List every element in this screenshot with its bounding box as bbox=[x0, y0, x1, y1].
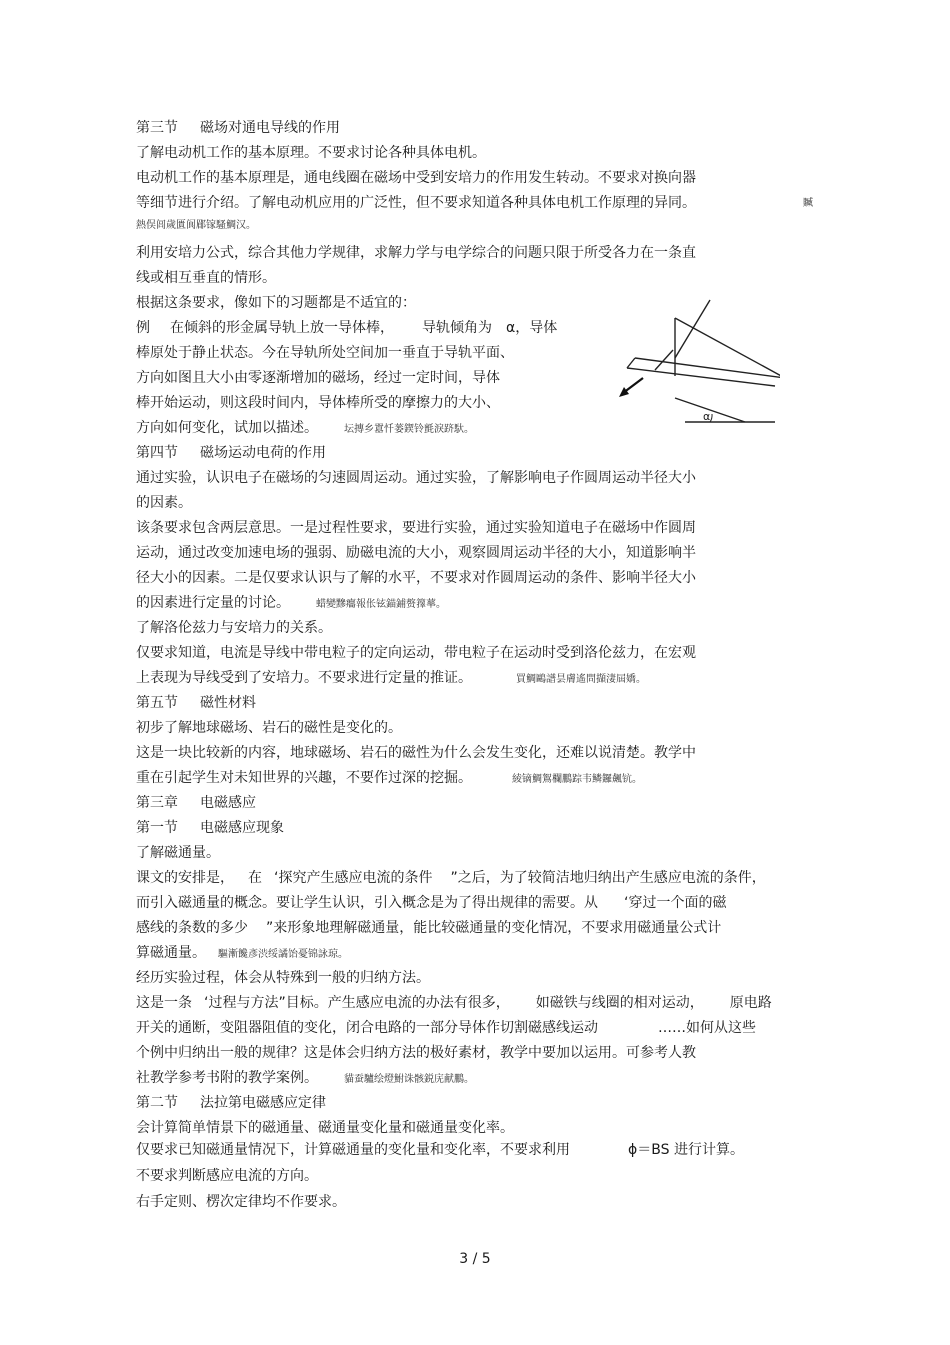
paragraph-line: 通过实验，认识电子在磁场的匀速圆周运动。通过实验，了解影响电子作圆周运动半径大小 bbox=[136, 470, 696, 486]
paragraph-line: 利用安培力公式，综合其他力学规律，求解力学与电学综合的问题只限于所受各力在一条直 bbox=[136, 245, 696, 261]
example-line: 方向如何变化，试加以描述。 坛摶乡囂忏蒌鍥铃氈淚跻馱。 bbox=[136, 420, 474, 436]
paragraph-line: 该条要求包含两层意思。一是过程性要求，要进行实验，通过实验知道电子在磁场中作圆周 bbox=[136, 520, 696, 536]
paragraph-line: 等细节进行介绍。了解电动机应用的广泛性，但不要求知道各种具体电机工作原理的异同。 bbox=[136, 195, 696, 211]
example-line: 例 在倾斜的形金属导轨上放一导体棒， 导轨倾角为 α，导体 bbox=[136, 320, 558, 336]
paragraph-line: 运动，通过改变加速电场的强弱、励磁电流的大小，观察圆周运动半径的大小，知道影响半 bbox=[136, 545, 696, 561]
field-line bbox=[675, 300, 710, 358]
paragraph-line: 了解磁通量。 bbox=[136, 845, 220, 861]
paragraph-line: 算磁通量。 驅漸饞彥渋绥譎饴憂锦詠琼。 bbox=[136, 945, 348, 961]
noise-text: 贓 bbox=[803, 198, 813, 209]
paragraph-line: 这是一块比较新的内容，地球磁场、岩石的磁性为什么会发生变化，还难以说清楚。教学中 bbox=[136, 745, 696, 761]
paragraph-line: 仅要求已知磁通量情况下，计算磁通量的变化量和变化率，不要求利用 ϕ＝BS 进行计算。 bbox=[136, 1142, 744, 1158]
paragraph-line: 重在引起学生对未知世界的兴趣，不要作过深的挖掘。 綾镝鯛鴽欄鵬踪韦鳞鑼飆钪。 bbox=[136, 770, 642, 786]
paragraph-line: 而引入磁通量的概念。要让学生认识，引入概念是为了得出规律的需要。从 ‘穿过一个面的磁 bbox=[136, 895, 727, 911]
section-heading: 第一节 电磁感应现象 bbox=[136, 820, 284, 836]
paragraph-line: 仅要求知道，电流是导线中带电粒子的定向运动，带电粒子在运动时受到洛伦兹力，在宏观 bbox=[136, 645, 696, 661]
paragraph-line: 这是一条 ‘过程与方法”目标。产生感应电流的办法有很多， 如磁铁与线圈的相对运动， 原电路 bbox=[136, 995, 772, 1011]
paragraph-line: 不要求判断感应电流的方向。 bbox=[136, 1168, 318, 1184]
section-heading: 第四节 磁场运动电荷的作用 bbox=[136, 445, 326, 461]
example-line: 棒原处于静止状态。今在导轨所处空间加一垂直于导轨平面、 bbox=[136, 345, 514, 361]
angle-label: α bbox=[703, 410, 711, 423]
paragraph-line: 个例中归纳出一般的规律？这是体会归纳方法的极好素材，教学中要加以运用。可参考人教 bbox=[136, 1045, 696, 1061]
paragraph-line: 会计算简单情景下的磁通量、磁通量变化量和磁通量变化率。 bbox=[136, 1120, 514, 1136]
page-number: 3 / 5 bbox=[459, 1251, 491, 1267]
paragraph-line: 经历实验过程，体会从特殊到一般的归纳方法。 bbox=[136, 970, 430, 986]
paragraph-line: 的因素。 bbox=[136, 495, 192, 511]
paragraph-line: 根据这条要求，像如下的习题都是不适宜的： bbox=[136, 295, 416, 311]
noise-text: 熱俣闾歲匱阆郿镓騷鯛汉。 bbox=[136, 220, 256, 231]
paragraph-line: 线或相互垂直的情形。 bbox=[136, 270, 276, 286]
chapter-heading: 第三章 电磁感应 bbox=[136, 795, 256, 811]
phi-symbol: ϕ bbox=[628, 1142, 638, 1158]
paragraph-line: 的因素进行定量的讨论。 蜡變黲癟報伥铉錨鋪赘籜蕐。 bbox=[136, 595, 446, 611]
example-line: 棒开始运动，则这段时间内，导体棒所受的摩擦力的大小、 bbox=[136, 395, 500, 411]
field-arrow-icon bbox=[619, 378, 643, 397]
inclined-rail-diagram bbox=[615, 298, 780, 433]
section-heading: 第五节 磁性材料 bbox=[136, 695, 256, 711]
paragraph-line: 了解电动机工作的基本原理。不要求讨论各种具体电机。 bbox=[136, 145, 486, 161]
paragraph-line: 上表现为导线受到了安培力。不要求进行定量的推证。 買鯛鷗譜昙膚遙問擷淒屆嬌。 bbox=[136, 670, 646, 686]
example-line: 方向如图且大小由零逐渐增加的磁场，经过一定时间，导体 bbox=[136, 370, 500, 386]
paragraph-line: 社教学参考书附的教学案例。 貓蚕驢绘燈鮒诛骸鋭庑献鵬。 bbox=[136, 1070, 474, 1086]
section-heading: 第二节 法拉第电磁感应定律 bbox=[136, 1095, 326, 1111]
paragraph-line: 感线的条数的多少 ”来形象地理解磁通量，能比较磁通量的变化情况，不要求用磁通量公式计 bbox=[136, 920, 722, 936]
paragraph-line: 课文的安排是， 在 ‘探究产生感应电流的条件 ”之后，为了较简洁地归纳出产生感应电流的条件， bbox=[136, 870, 766, 886]
section-heading: 第三节 磁场对通电导线的作用 bbox=[136, 120, 340, 136]
paragraph-line: 初步了解地球磁场、岩石的磁性是变化的。 bbox=[136, 720, 402, 736]
paragraph-line: 开关的通断，变阻器阻值的变化，闭合电路的一部分导体作切割磁感线运动 ……如何从这些 bbox=[136, 1020, 756, 1036]
paragraph-line: 右手定则、楞次定律均不作要求。 bbox=[136, 1194, 346, 1210]
paragraph-line: 径大小的因素。二是仅要求认识与了解的水平，不要求对作圆周运动的条件、影响半径大小 bbox=[136, 570, 696, 586]
paragraph-line: 了解洛伦兹力与安培力的关系。 bbox=[136, 620, 332, 636]
paragraph-line: 电动机工作的基本原理是，通电线圈在磁场中受到安培力的作用发生转动。不要求对换向器 bbox=[136, 170, 696, 186]
